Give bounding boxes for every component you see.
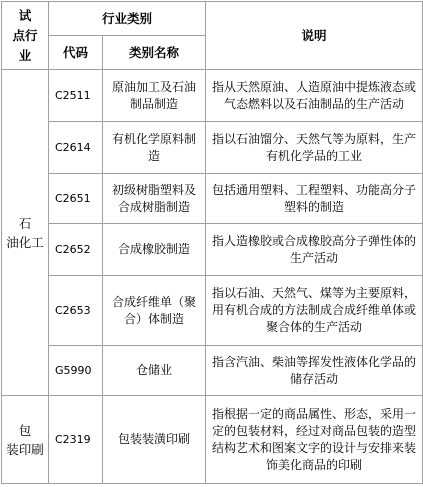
table-row: [2, 122, 423, 174]
header-code: 代码: [49, 36, 103, 70]
description-cell: 指人造橡胶或合成橡胶高分子弹性体的生产活动: [206, 224, 423, 276]
code-cell: C2651: [49, 174, 103, 224]
table-row: [2, 174, 423, 224]
name-cell: 合成橡胶制造: [103, 224, 206, 276]
header-industry-line-3: 业: [18, 47, 32, 63]
header-industry-line-1: 试: [18, 7, 32, 23]
table-row: [2, 396, 423, 484]
header-row-1: [2, 2, 423, 36]
table-row: [2, 70, 423, 122]
table-row: [2, 224, 423, 276]
name-cell: 仓储业: [103, 346, 206, 396]
industry-table-container: [1, 1, 422, 484]
description-cell: 指以石油、天然气、煤等为主要原料，用有机合成的方法制成合成纤维单体或聚合体的生产活动: [206, 276, 423, 346]
code-cell: C2614: [49, 122, 103, 174]
description-cell: 包括通用塑料、工程塑料、功能高分子塑料的制造: [206, 174, 423, 224]
industry-line: 装印刷: [6, 441, 44, 457]
industry-line: 包: [18, 422, 32, 438]
name-cell: 包装装潢印刷: [103, 396, 206, 484]
description-cell: 指从天然原油、人造原油中提炼液态或气态燃料以及石油制品的生产活动: [206, 70, 423, 122]
description-cell: 指以石油馏分、天然气等为原料，生产有机化学品的工业: [206, 122, 423, 174]
header-name: 类别名称: [103, 36, 206, 70]
code-cell: C2319: [49, 396, 103, 484]
industry-cell-packaging: [2, 396, 49, 484]
header-industry: [2, 2, 49, 70]
table-row: [2, 346, 423, 396]
table-row: [2, 276, 423, 346]
industry-line: 石: [18, 215, 32, 231]
name-cell: 有机化学原料制造: [103, 122, 206, 174]
name-cell: 原油加工及石油制品制造: [103, 70, 206, 122]
description-cell: 指根据一定的商品属性、形态，采用一定的包装材料，经过对商品包装的造型结构艺术和图案文字的设计与安排来装饰美化商品的印刷: [206, 396, 423, 484]
header-category: 行业类别: [49, 2, 206, 36]
code-cell: C2511: [49, 70, 103, 122]
code-cell: C2653: [49, 276, 103, 346]
name-cell: 初级树脂塑料及合成树脂制造: [103, 174, 206, 224]
industry-table: [1, 1, 423, 484]
header-industry-line-2: 点行: [12, 27, 38, 43]
code-cell: G5990: [49, 346, 103, 396]
industry-cell-petrochem: [2, 70, 49, 396]
industry-line: 油化工: [6, 234, 44, 250]
description-cell: 指含汽油、柴油等挥发性液体化学品的储存活动: [206, 346, 423, 396]
code-cell: C2652: [49, 224, 103, 276]
header-description: 说明: [206, 2, 423, 70]
name-cell: 合成纤维单（聚合）体制造: [103, 276, 206, 346]
